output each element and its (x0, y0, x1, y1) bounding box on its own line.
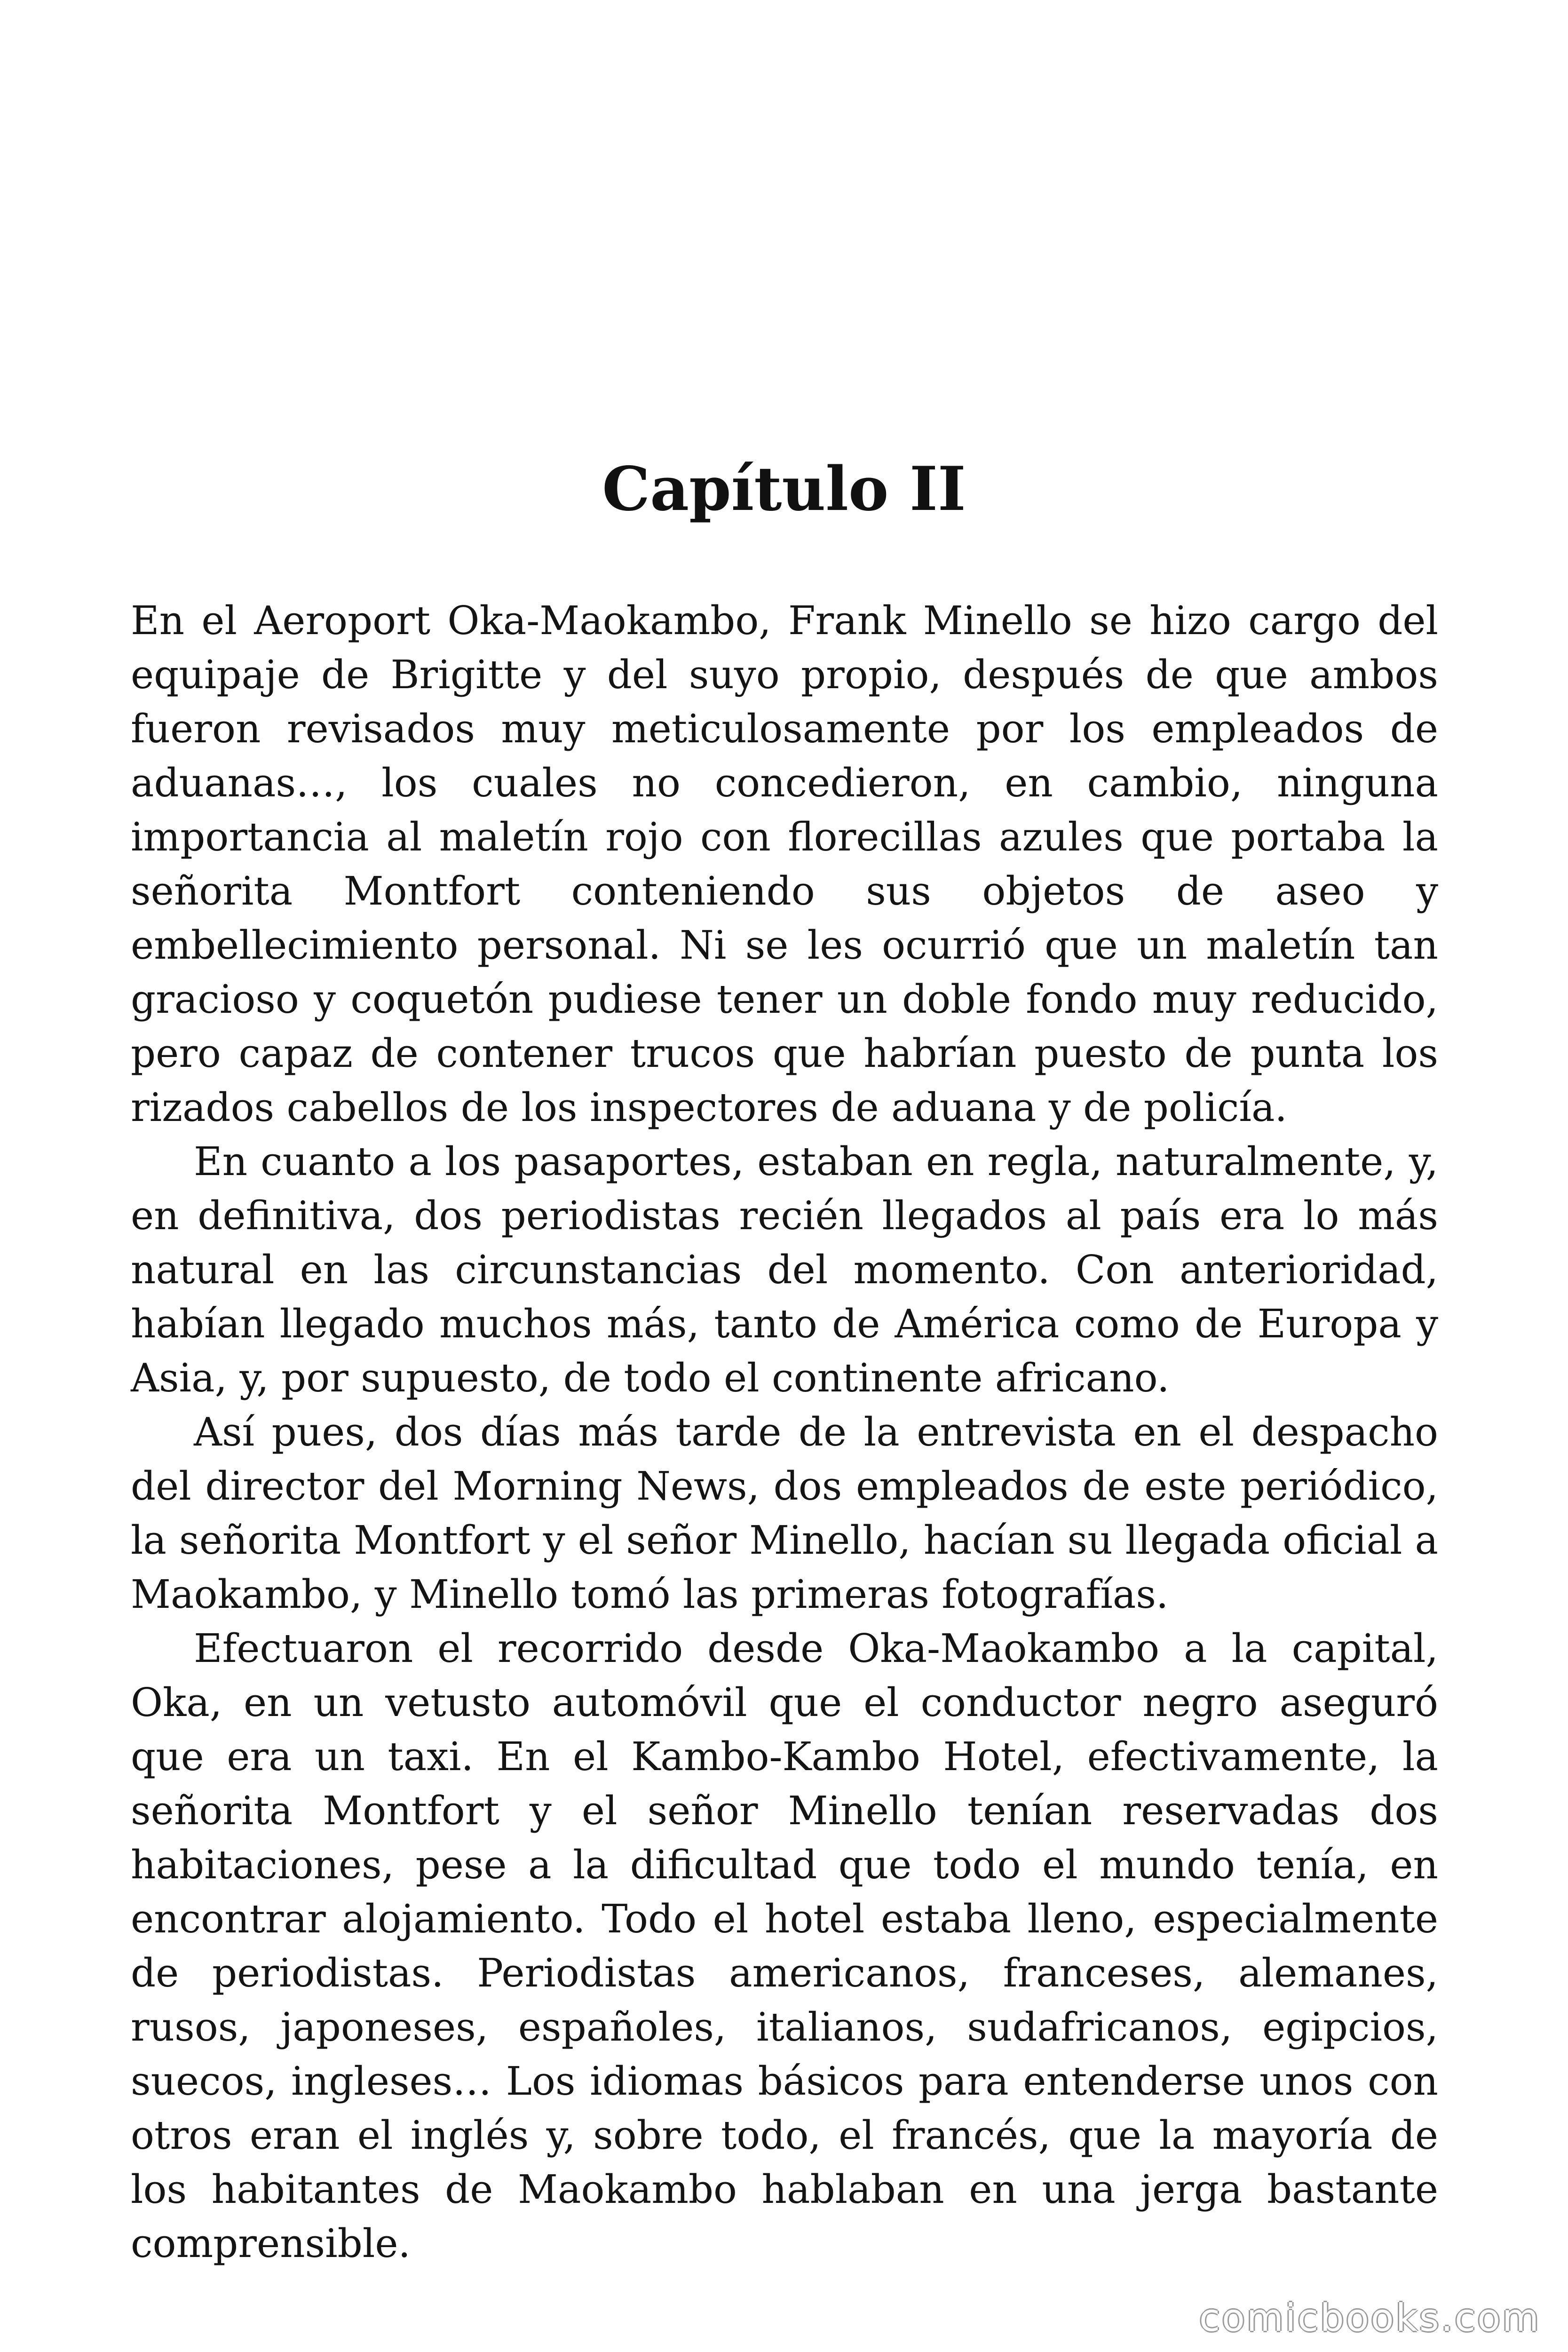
paragraph-4: Efectuaron el recorrido desde Oka-Maokambo a la capital, Oka, en un vetusto automóvil que el conductor negro aseguró que era un taxi. En el Kambo-Kambo Hotel, efectivamente, la señorita Montfort y el señor Minello tenían reservadas dos habitaciones, pese a la dificultad que todo el mundo tenía, en encontrar alojamiento. Todo el hotel estaba lleno, especialmente de periodistas. Periodistas americanos, franceses, alemanes, rusos, japoneses, españoles, italianos, sudafricanos, egipcios, suecos, ingleses… Los idiomas básicos para entenderse unos con otros eran el inglés y, sobre todo, el francés, que la mayoría de los habitantes de Maokambo hablaban en una jerga bastante comprensible. (131, 1626, 1438, 2266)
watermark-text: comicbooks.com (1199, 2296, 1541, 2340)
chapter-title: Capítulo II (602, 454, 966, 524)
paragraph-3: Así pues, dos días más tarde de la entrevista en el despacho del director del Morning News, dos empleados de este periódico, la señorita Montfort y el señor Minello, hacían su llegada oficial a Maokambo, y Minello tomó las primeras fotografías. (131, 1409, 1438, 1617)
paragraph-1: En el Aeroport Oka-Maokambo, Frank Minello se hizo cargo del equipaje de Brigitte y del suyo propio, después de que ambos fueron revisados muy meticulosamente por los empleados de aduanas…, los cuales no concedieron, en cambio, ninguna importancia al maletín rojo con florecillas azules que portaba la señorita Montfort conteniendo sus objetos de aseo y embellecimiento personal. Ni se les ocurrió que un maletín tan gracioso y coquetón pudiese tener un doble fondo muy reducido, pero capaz de contener trucos que habrían puesto de punta los rizados cabellos de los inspectores de aduana y de policía. (131, 598, 1438, 1130)
paragraph-2: En cuanto a los pasaportes, estaban en regla, naturalmente, y, en definitiva, dos periodistas recién llegados al país era lo más natural en las circunstancias del momento. Con anterioridad, habían llegado muchos más, tanto de América como de Europa y Asia, y, por supuesto, de todo el continente africano. (131, 1139, 1438, 1401)
chapter-body (131, 594, 1438, 2271)
